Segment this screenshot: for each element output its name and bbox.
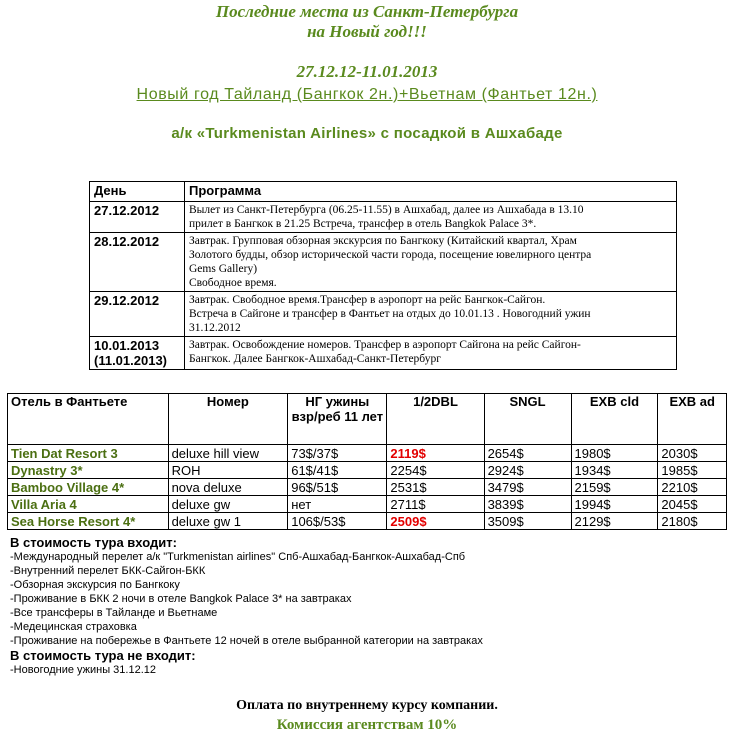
header-sngl: SNGL bbox=[484, 394, 571, 445]
program-line: Завтрак. Свободное время.Трансфер в аэропорт на рейс Бангкок-Сайгон. bbox=[189, 294, 546, 306]
not-included-item: -Новогодние ужины 31.12.12 bbox=[10, 664, 157, 676]
header-half-dbl: 1/2DBL bbox=[387, 394, 484, 445]
exb-ad-price: 2045$ bbox=[658, 496, 727, 513]
program-line: Встреча в Сайгоне и трансфер в Фантьет на отдых до 10.01.13 . Новогодний ужин bbox=[189, 308, 591, 320]
ny-dinner-price: 96$/51$ bbox=[288, 479, 387, 496]
included-item: -Внутренний перелет БКК-Сайгон-БКК bbox=[10, 565, 206, 577]
program-day-alt: (11.01.2013) bbox=[94, 353, 168, 368]
hotel-row bbox=[8, 445, 727, 462]
hotel-row bbox=[8, 479, 727, 496]
sngl-price: 2924$ bbox=[484, 462, 571, 479]
program-line: 31.12.2012 bbox=[189, 322, 241, 334]
program-row bbox=[90, 202, 677, 233]
half-dbl-price: 2254$ bbox=[387, 462, 484, 479]
not-included-title: В стоимость тура не входит: bbox=[10, 648, 196, 663]
hotel-name: Tien Dat Resort 3 bbox=[8, 445, 169, 462]
room-type: deluxe gw 1 bbox=[168, 513, 288, 530]
room-type: ROH bbox=[168, 462, 288, 479]
exb-ad-price: 2030$ bbox=[658, 445, 727, 462]
ny-dinner-price: 61$/41$ bbox=[288, 462, 387, 479]
exb-ad-price: 2180$ bbox=[658, 513, 727, 530]
program-line: Вылет из Санкт-Петербурга (06.25-11.55) в Ашхабад, далее из Ашхабада в 13.10 bbox=[189, 204, 584, 216]
exb-cld-price: 1980$ bbox=[571, 445, 658, 462]
tour-dates: 27.12.12-11.01.2013 bbox=[296, 62, 438, 81]
program-line: Бангкок. Далее Бангкок-Ашхабад-Санкт-Петербург bbox=[189, 353, 441, 365]
sngl-price: 2654$ bbox=[484, 445, 571, 462]
sngl-price: 3509$ bbox=[484, 513, 571, 530]
program-day: 29.12.2012 bbox=[90, 292, 185, 337]
half-dbl-price: 2119$ bbox=[387, 445, 484, 462]
program-row bbox=[90, 337, 677, 370]
program-line: Gems Gallery) bbox=[189, 263, 258, 275]
program-line: прилет в Бангкок в 21.25 Встреча, трансфер в отель Bangkok Palace 3*. bbox=[189, 218, 537, 230]
included-item: -Проживание на побережье в Фантьете 12 ночей в отеле выбранной категории на завтраках bbox=[10, 635, 483, 647]
airline-info: а/к «Turkmenistan Airlines» с посадкой в Ашхабаде bbox=[171, 125, 563, 142]
sngl-price: 3479$ bbox=[484, 479, 571, 496]
hotel-row bbox=[8, 462, 727, 479]
room-type: deluxe hill view bbox=[168, 445, 288, 462]
program-header-day: День bbox=[90, 182, 185, 202]
exb-cld-price: 2129$ bbox=[571, 513, 658, 530]
program-row bbox=[90, 292, 677, 337]
title-line-2: на Новый год!!! bbox=[307, 22, 427, 41]
payment-note: Оплата по внутреннему курсу компании. bbox=[236, 698, 498, 713]
included-list bbox=[10, 550, 710, 648]
program-header-program: Программа bbox=[185, 182, 677, 202]
program-table bbox=[89, 181, 677, 370]
ny-dinner-price: 106$/53$ bbox=[288, 513, 387, 530]
included-item: -Медецинская страховка bbox=[10, 621, 137, 633]
exb-ad-price: 2210$ bbox=[658, 479, 727, 496]
program-day: 28.12.2012 bbox=[90, 233, 185, 292]
program-header-row bbox=[90, 182, 677, 202]
half-dbl-price: 2711$ bbox=[387, 496, 484, 513]
ny-dinner-price: нет bbox=[288, 496, 387, 513]
program-day-main: 10.01.2013 bbox=[94, 338, 160, 353]
program-line: Завтрак. Групповая обзорная экскурсия по Бангкоку (Китайский квартал, Храм bbox=[189, 235, 577, 247]
hotel-price-table bbox=[7, 393, 727, 530]
included-title: В стоимость тура входит: bbox=[10, 535, 177, 550]
program-day: 27.12.2012 bbox=[90, 202, 185, 233]
hotel-name: Dynastry 3* bbox=[8, 462, 169, 479]
header-room: Номер bbox=[168, 394, 288, 445]
program-text bbox=[185, 202, 677, 233]
program-text bbox=[185, 337, 677, 370]
room-type: deluxe gw bbox=[168, 496, 288, 513]
room-type: nova deluxe bbox=[168, 479, 288, 496]
title-line-1: Последние места из Санкт-Петербурга bbox=[215, 2, 519, 21]
ny-dinner-price: 73$/37$ bbox=[288, 445, 387, 462]
included-item: -Обзорная экскурсия по Бангкоку bbox=[10, 579, 180, 591]
header-exb-cld: EXB cld bbox=[571, 394, 658, 445]
exb-cld-price: 1934$ bbox=[571, 462, 658, 479]
program-line: Завтрак. Освобождение номеров. Трансфер в аэропорт Сайгона на рейс Сайгон- bbox=[189, 339, 581, 351]
sngl-price: 3839$ bbox=[484, 496, 571, 513]
header-dinner: НГ ужины взр/реб 11 лет bbox=[288, 394, 387, 445]
program-line: Золотого будды, обзор исторической части города, посещение ювелирного центра bbox=[189, 249, 592, 261]
hotel-row bbox=[8, 496, 727, 513]
half-dbl-price: 2509$ bbox=[387, 513, 484, 530]
included-item: -Все трансферы в Тайланде и Вьетнаме bbox=[10, 607, 218, 619]
exb-ad-price: 1985$ bbox=[658, 462, 727, 479]
exb-cld-price: 1994$ bbox=[571, 496, 658, 513]
hotel-name: Bamboo Village 4* bbox=[8, 479, 169, 496]
exb-cld-price: 2159$ bbox=[571, 479, 658, 496]
included-item: -Проживание в БКК 2 ночи в отеле Bangkok Palace 3* на завтраках bbox=[10, 593, 352, 605]
header-exb-ad: EXB ad bbox=[658, 394, 727, 445]
tour-route: Новый год Тайланд (Бангкок 2н.)+Вьетнам (Фантьет 12н.) bbox=[136, 86, 598, 103]
program-day bbox=[90, 337, 185, 370]
program-line: Свободное время. bbox=[189, 277, 277, 289]
header-hotel: Отель в Фантьете bbox=[8, 394, 169, 445]
hotel-name: Villa Aria 4 bbox=[8, 496, 169, 513]
included-item: -Международный перелет а/к "Turkmenistan airlines" Спб-Ашхабад-Бангкок-Ашхабад-Спб bbox=[10, 551, 466, 563]
hotel-row bbox=[8, 513, 727, 530]
commission-note: Комиссия агентствам 10% bbox=[276, 717, 458, 733]
program-text bbox=[185, 233, 677, 292]
page-title bbox=[0, 2, 734, 42]
hotel-header-row bbox=[8, 394, 727, 445]
inclusions-section bbox=[10, 535, 710, 677]
program-row bbox=[90, 233, 677, 292]
program-text bbox=[185, 292, 677, 337]
hotel-name: Sea Horse Resort 4* bbox=[8, 513, 169, 530]
half-dbl-price: 2531$ bbox=[387, 479, 484, 496]
